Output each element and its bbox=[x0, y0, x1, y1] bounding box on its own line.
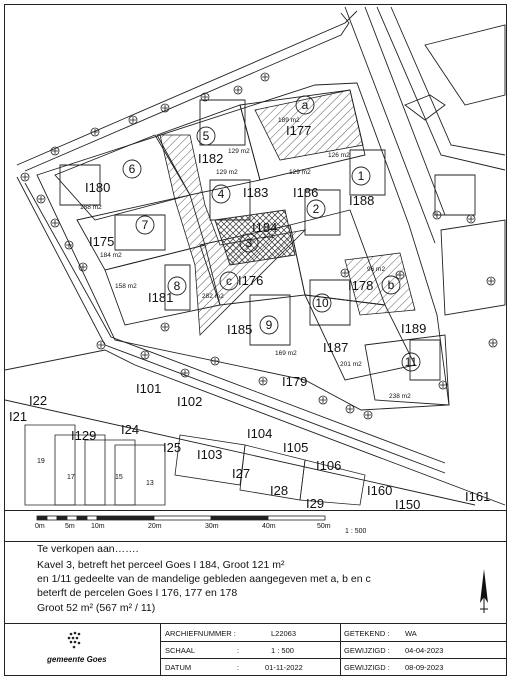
parcel-label: I22 bbox=[29, 393, 48, 408]
cadastral-map bbox=[5, 5, 506, 510]
tree-icon bbox=[212, 358, 218, 364]
parcel-label: I181 bbox=[148, 290, 174, 305]
date-value: 01-11-2022 bbox=[265, 663, 303, 672]
parcel-label: I28 bbox=[270, 483, 289, 498]
parcel-label: I21 bbox=[9, 409, 28, 424]
north-arrow-icon bbox=[477, 567, 491, 615]
area-label: 129 m2 bbox=[289, 169, 311, 176]
tree-icon bbox=[162, 324, 168, 330]
tree-icon bbox=[342, 270, 348, 276]
house-number: 17 bbox=[67, 474, 75, 481]
description-line: beterft de percelen Goes I 176, 177 en 178 bbox=[37, 587, 238, 599]
scale-ratio: 1 : 500 bbox=[345, 528, 367, 535]
tree-icon bbox=[490, 340, 496, 346]
tree-icon bbox=[130, 117, 136, 123]
description-line: Te verkopen aan……. bbox=[37, 543, 139, 555]
house-number: 13 bbox=[146, 480, 154, 487]
neighbour-buildings bbox=[405, 25, 505, 315]
parcel-label: I175 bbox=[89, 234, 115, 249]
tree-icon bbox=[142, 352, 148, 358]
area-label: 129 m2 bbox=[216, 169, 238, 176]
parcel-label: I102 bbox=[177, 394, 203, 409]
scale-tick: 40m bbox=[262, 523, 276, 530]
parcel-label: I29 bbox=[306, 496, 325, 510]
area-label: 121 bbox=[263, 233, 274, 240]
plot-number: 10 bbox=[315, 296, 329, 310]
changed-value: 04-04-2023 bbox=[405, 646, 444, 655]
area-label: 158 m2 bbox=[115, 283, 137, 290]
parcel-label: I150 bbox=[395, 497, 421, 510]
plot-number: 3 bbox=[245, 236, 253, 250]
house-number: 15 bbox=[115, 474, 123, 481]
drawn-value: WA bbox=[405, 629, 417, 638]
scale-tick: 50m bbox=[317, 523, 331, 530]
parcel-label: I176 bbox=[238, 273, 264, 288]
area-label: 169 m2 bbox=[275, 350, 297, 357]
tree-icon bbox=[52, 148, 58, 154]
parcel-label: I187 bbox=[323, 340, 349, 355]
tree-icon bbox=[365, 412, 371, 418]
parcel-label: I178 bbox=[348, 278, 374, 293]
scale-value: 1 : 500 bbox=[271, 646, 294, 655]
plot-number: 7 bbox=[141, 218, 149, 232]
title-block bbox=[5, 623, 506, 676]
tree-icon bbox=[98, 342, 104, 348]
scale-tick: 30m bbox=[205, 523, 219, 530]
scale-label: SCHAAL bbox=[165, 646, 196, 655]
description-line: Groot 52 m² (567 m² / 11) bbox=[37, 602, 156, 614]
area-label: 189 m2 bbox=[278, 117, 300, 124]
parcel-label: I182 bbox=[198, 151, 224, 166]
parcel-label: I160 bbox=[367, 483, 393, 498]
tree-icon bbox=[80, 264, 86, 270]
tree-icon bbox=[38, 196, 44, 202]
sale-description bbox=[5, 541, 506, 623]
tree-icon bbox=[52, 220, 58, 226]
plot-number: 5 bbox=[202, 129, 210, 143]
tree-icon bbox=[22, 174, 28, 180]
changed-value: 08-09-2023 bbox=[405, 663, 444, 672]
parcel-label: I179 bbox=[282, 374, 308, 389]
tree-icon bbox=[260, 378, 266, 384]
description-line: en 1/11 gedeelte van de mandelige gebleden aangegeven met a, b en c bbox=[37, 573, 371, 585]
shared-label: a bbox=[301, 98, 309, 112]
parcel-label: I189 bbox=[401, 321, 427, 336]
plot-number: 11 bbox=[404, 355, 418, 369]
archive-value: L22063 bbox=[271, 629, 297, 638]
changed-label: GEWIJZIGD : bbox=[344, 663, 390, 672]
tree-icon bbox=[440, 382, 446, 388]
house-number: 19 bbox=[37, 458, 45, 465]
parcel-label: I177 bbox=[286, 123, 312, 138]
area-label: 238 m2 bbox=[389, 393, 411, 400]
tree-icon bbox=[320, 397, 326, 403]
map-sheet bbox=[4, 4, 507, 676]
scale-tick: 0m bbox=[35, 523, 45, 530]
parcel-label: I185 bbox=[227, 322, 253, 337]
scale-colon: : bbox=[237, 646, 240, 655]
parcel-label: I105 bbox=[283, 440, 309, 455]
shared-label: c bbox=[226, 274, 232, 288]
scale-bar bbox=[5, 510, 506, 542]
plot-number: 1 bbox=[357, 169, 365, 183]
plot-number: 2 bbox=[312, 202, 320, 216]
parcel-label: I188 bbox=[349, 193, 375, 208]
parcel-label: I186 bbox=[293, 185, 319, 200]
plot-number: 9 bbox=[265, 318, 273, 332]
archive-label: ARCHIEFNUMMER : bbox=[165, 629, 236, 638]
date-label: DATUM bbox=[165, 663, 192, 672]
area-label: 96 m2 bbox=[367, 266, 386, 273]
area-label: 126 m2 bbox=[328, 152, 350, 159]
scale-tick: 5m bbox=[65, 523, 75, 530]
parcel-label: I101 bbox=[136, 381, 162, 396]
municipality-logo bbox=[5, 624, 161, 676]
area-label: 282 m2 bbox=[202, 293, 224, 300]
parcel-label: I25 bbox=[163, 440, 182, 455]
plot-number: 4 bbox=[217, 187, 225, 201]
tree-icon bbox=[347, 406, 353, 412]
logo-text: gemeente Goes bbox=[47, 655, 107, 664]
tree-icon bbox=[235, 87, 241, 93]
parcel-label: I27 bbox=[232, 466, 251, 481]
tree-icon bbox=[488, 278, 494, 284]
scale-tick: 10m bbox=[91, 523, 105, 530]
parcel-label: I104 bbox=[247, 426, 273, 441]
tree-icon bbox=[182, 370, 188, 376]
parcel-label: I161 bbox=[465, 489, 491, 504]
area-label: 188 m2 bbox=[80, 204, 102, 211]
area-label: 184 m2 bbox=[100, 252, 122, 259]
scale-tick: 20m bbox=[148, 523, 162, 530]
plot-number: 8 bbox=[173, 279, 181, 293]
tree-icon bbox=[262, 74, 268, 80]
parcel-label: I106 bbox=[316, 458, 342, 473]
tree-icon bbox=[468, 216, 474, 222]
drawn-label: GETEKEND : bbox=[344, 629, 390, 638]
plot-number: 6 bbox=[128, 162, 136, 176]
parcel-label: I180 bbox=[85, 180, 111, 195]
shared-label: b bbox=[387, 278, 395, 292]
logo-icon bbox=[65, 630, 89, 652]
lot-3-highlight bbox=[215, 210, 295, 265]
date-colon: : bbox=[237, 663, 240, 672]
area-label: 129 m2 bbox=[228, 148, 250, 155]
changed-label: GEWIJZIGD : bbox=[344, 646, 390, 655]
description-line: Kavel 3, betreft het perceel Goes I 184, Groot 121 m² bbox=[37, 559, 285, 571]
parcel-label: I24 bbox=[121, 422, 140, 437]
parcel-label: I183 bbox=[243, 185, 269, 200]
area-label: 201 m2 bbox=[340, 361, 362, 368]
parcel-label: I184 bbox=[252, 220, 278, 235]
parcel-label: I103 bbox=[197, 447, 223, 462]
parcel-label: I129 bbox=[71, 428, 97, 443]
